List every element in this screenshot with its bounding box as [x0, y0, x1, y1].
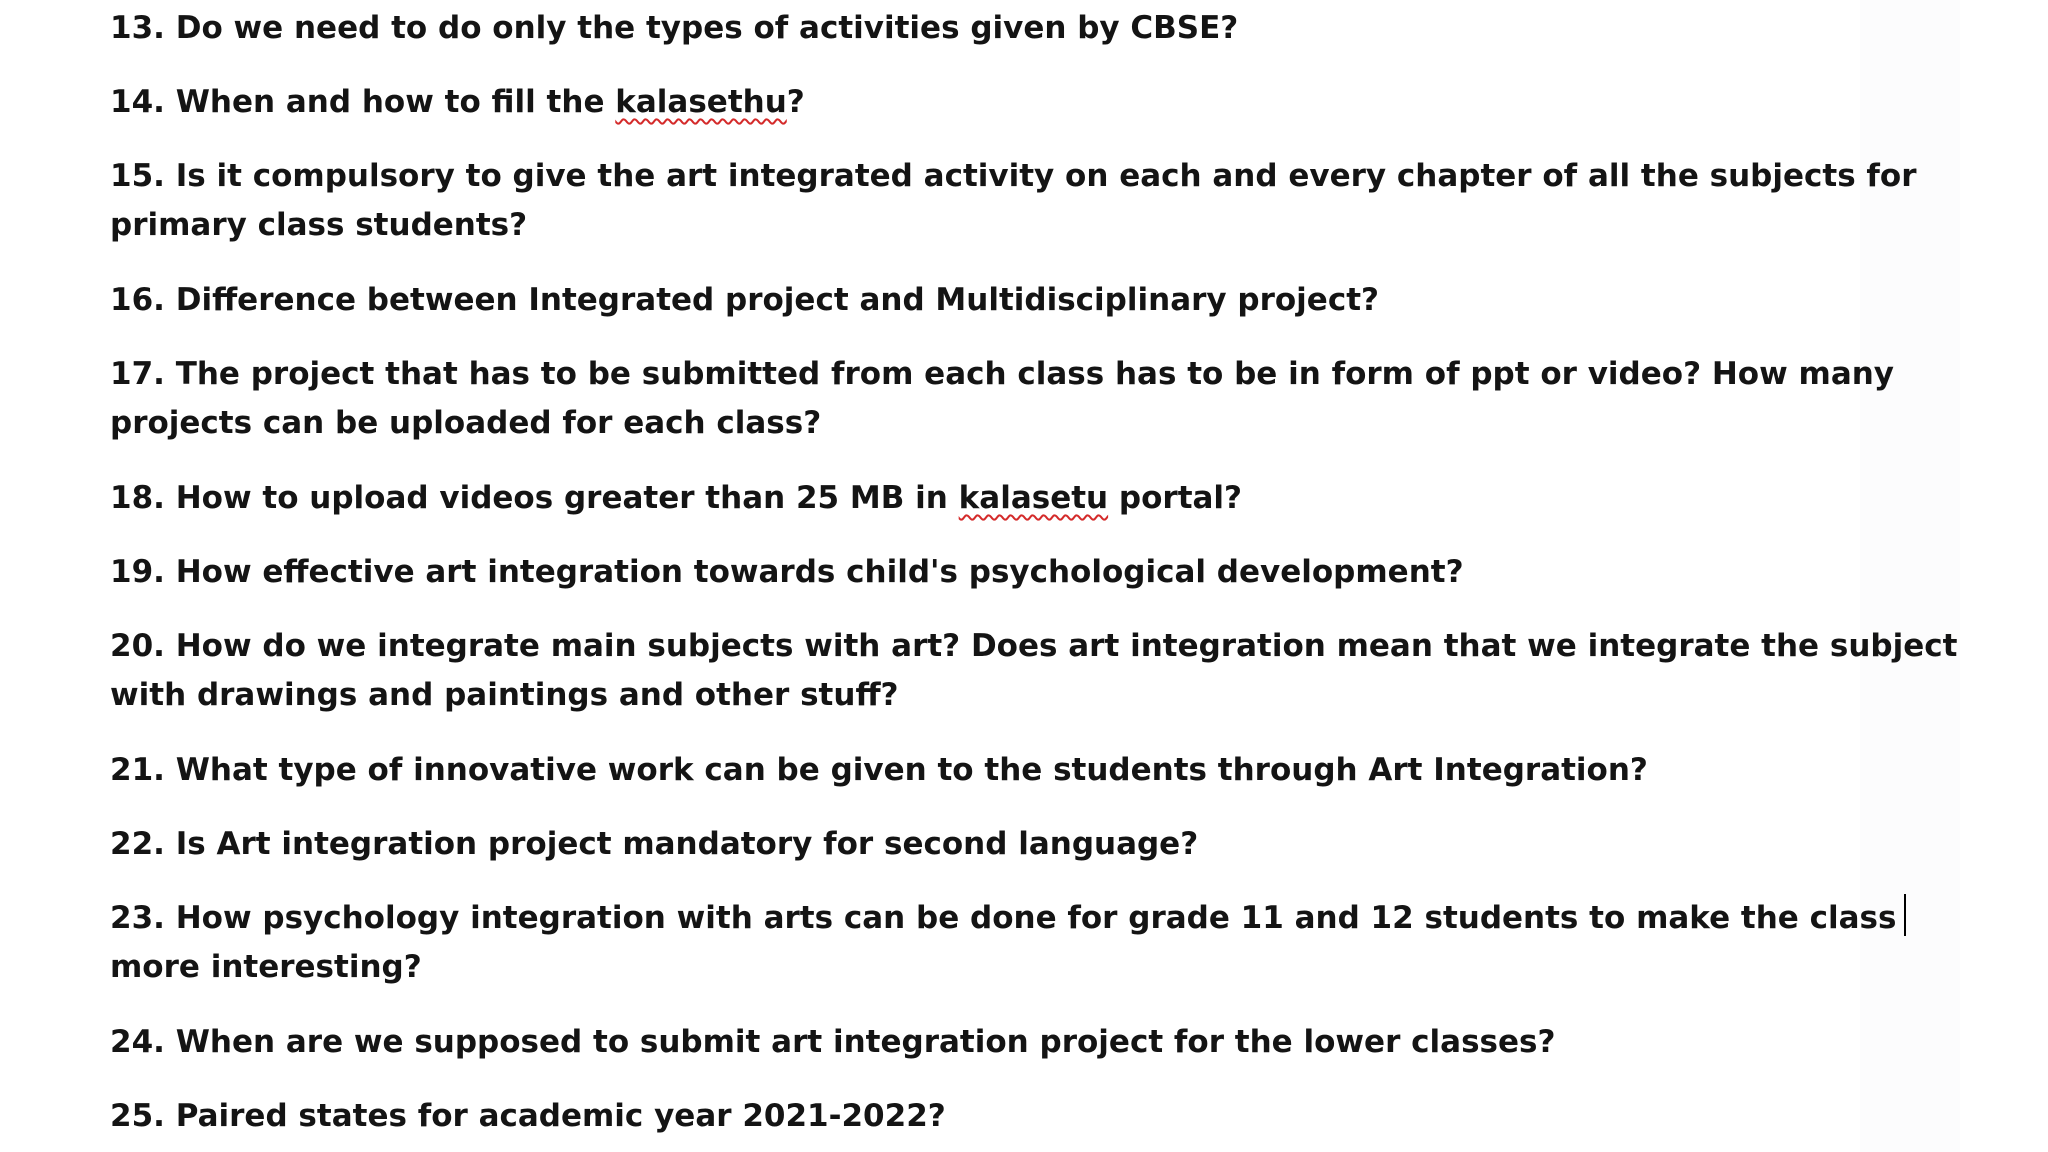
question-14	[110, 78, 2010, 127]
question-24-line-1: 24. When are we supposed to submit art integration project for the lower classes?	[110, 1024, 1556, 1060]
question-18	[110, 474, 2010, 523]
question-14-text-start: 14. When and how to fill the	[110, 84, 616, 120]
spellcheck-flagged-word[interactable]: kalasetu	[958, 480, 1109, 516]
question-22-line-1: 22. Is Art integration project mandatory for second language?	[110, 826, 1199, 862]
question-17	[110, 350, 2010, 448]
question-24	[110, 1018, 2010, 1067]
question-15-line-2: primary class students?	[110, 207, 528, 243]
question-19	[110, 548, 2010, 597]
question-20-line-2: with drawings and paintings and other stuff?	[110, 677, 899, 713]
question-18-text-start: 18. How to upload videos greater than 25 MB in	[110, 480, 959, 516]
question-22	[110, 820, 2010, 869]
question-19-line-1: 19. How effective art integration towards child's psychological development?	[110, 554, 1464, 590]
question-21-line-1: 21. What type of innovative work can be given to the students through Art Integration?	[110, 752, 1648, 788]
question-18-line-1	[110, 474, 2010, 523]
text-cursor	[1904, 894, 1906, 936]
question-20-line-1: 20. How do we integrate main subjects with art? Does art integration mean that we integrate the subject	[110, 628, 1958, 664]
question-14-line-1	[110, 78, 2010, 127]
question-16	[110, 276, 2010, 325]
question-17-line-1: 17. The project that has to be submitted from each class has to be in form of ppt or video? How many	[110, 356, 1895, 392]
question-21	[110, 746, 2010, 795]
question-15	[110, 152, 2010, 250]
question-18-text-end: portal?	[1108, 480, 1243, 516]
question-25-line-1: 25. Paired states for academic year 2021-2022?	[110, 1098, 946, 1134]
question-20	[110, 622, 2010, 720]
question-23-line-2: more interesting?	[110, 949, 422, 985]
question-15-line-1: 15. Is it compulsory to give the art integrated activity on each and every chapter of all the subjects for	[110, 158, 1917, 194]
question-23-line-1-text: 23. How psychology integration with arts can be done for grade 11 and 12 students to make the class	[110, 900, 1897, 936]
question-23	[110, 894, 2010, 992]
question-25	[110, 1092, 2010, 1141]
question-23-line-1	[110, 894, 2010, 943]
spellcheck-flagged-word[interactable]: kalasethu	[615, 84, 787, 120]
question-13-line-1: 13. Do we need to do only the types of activities given by CBSE?	[110, 10, 1239, 46]
question-17-line-2: projects can be uploaded for each class?	[110, 405, 822, 441]
question-16-line-1: 16. Difference between Integrated project and Multidisciplinary project?	[110, 282, 1380, 318]
question-13	[110, 4, 2010, 53]
question-14-text-end: ?	[786, 84, 805, 120]
